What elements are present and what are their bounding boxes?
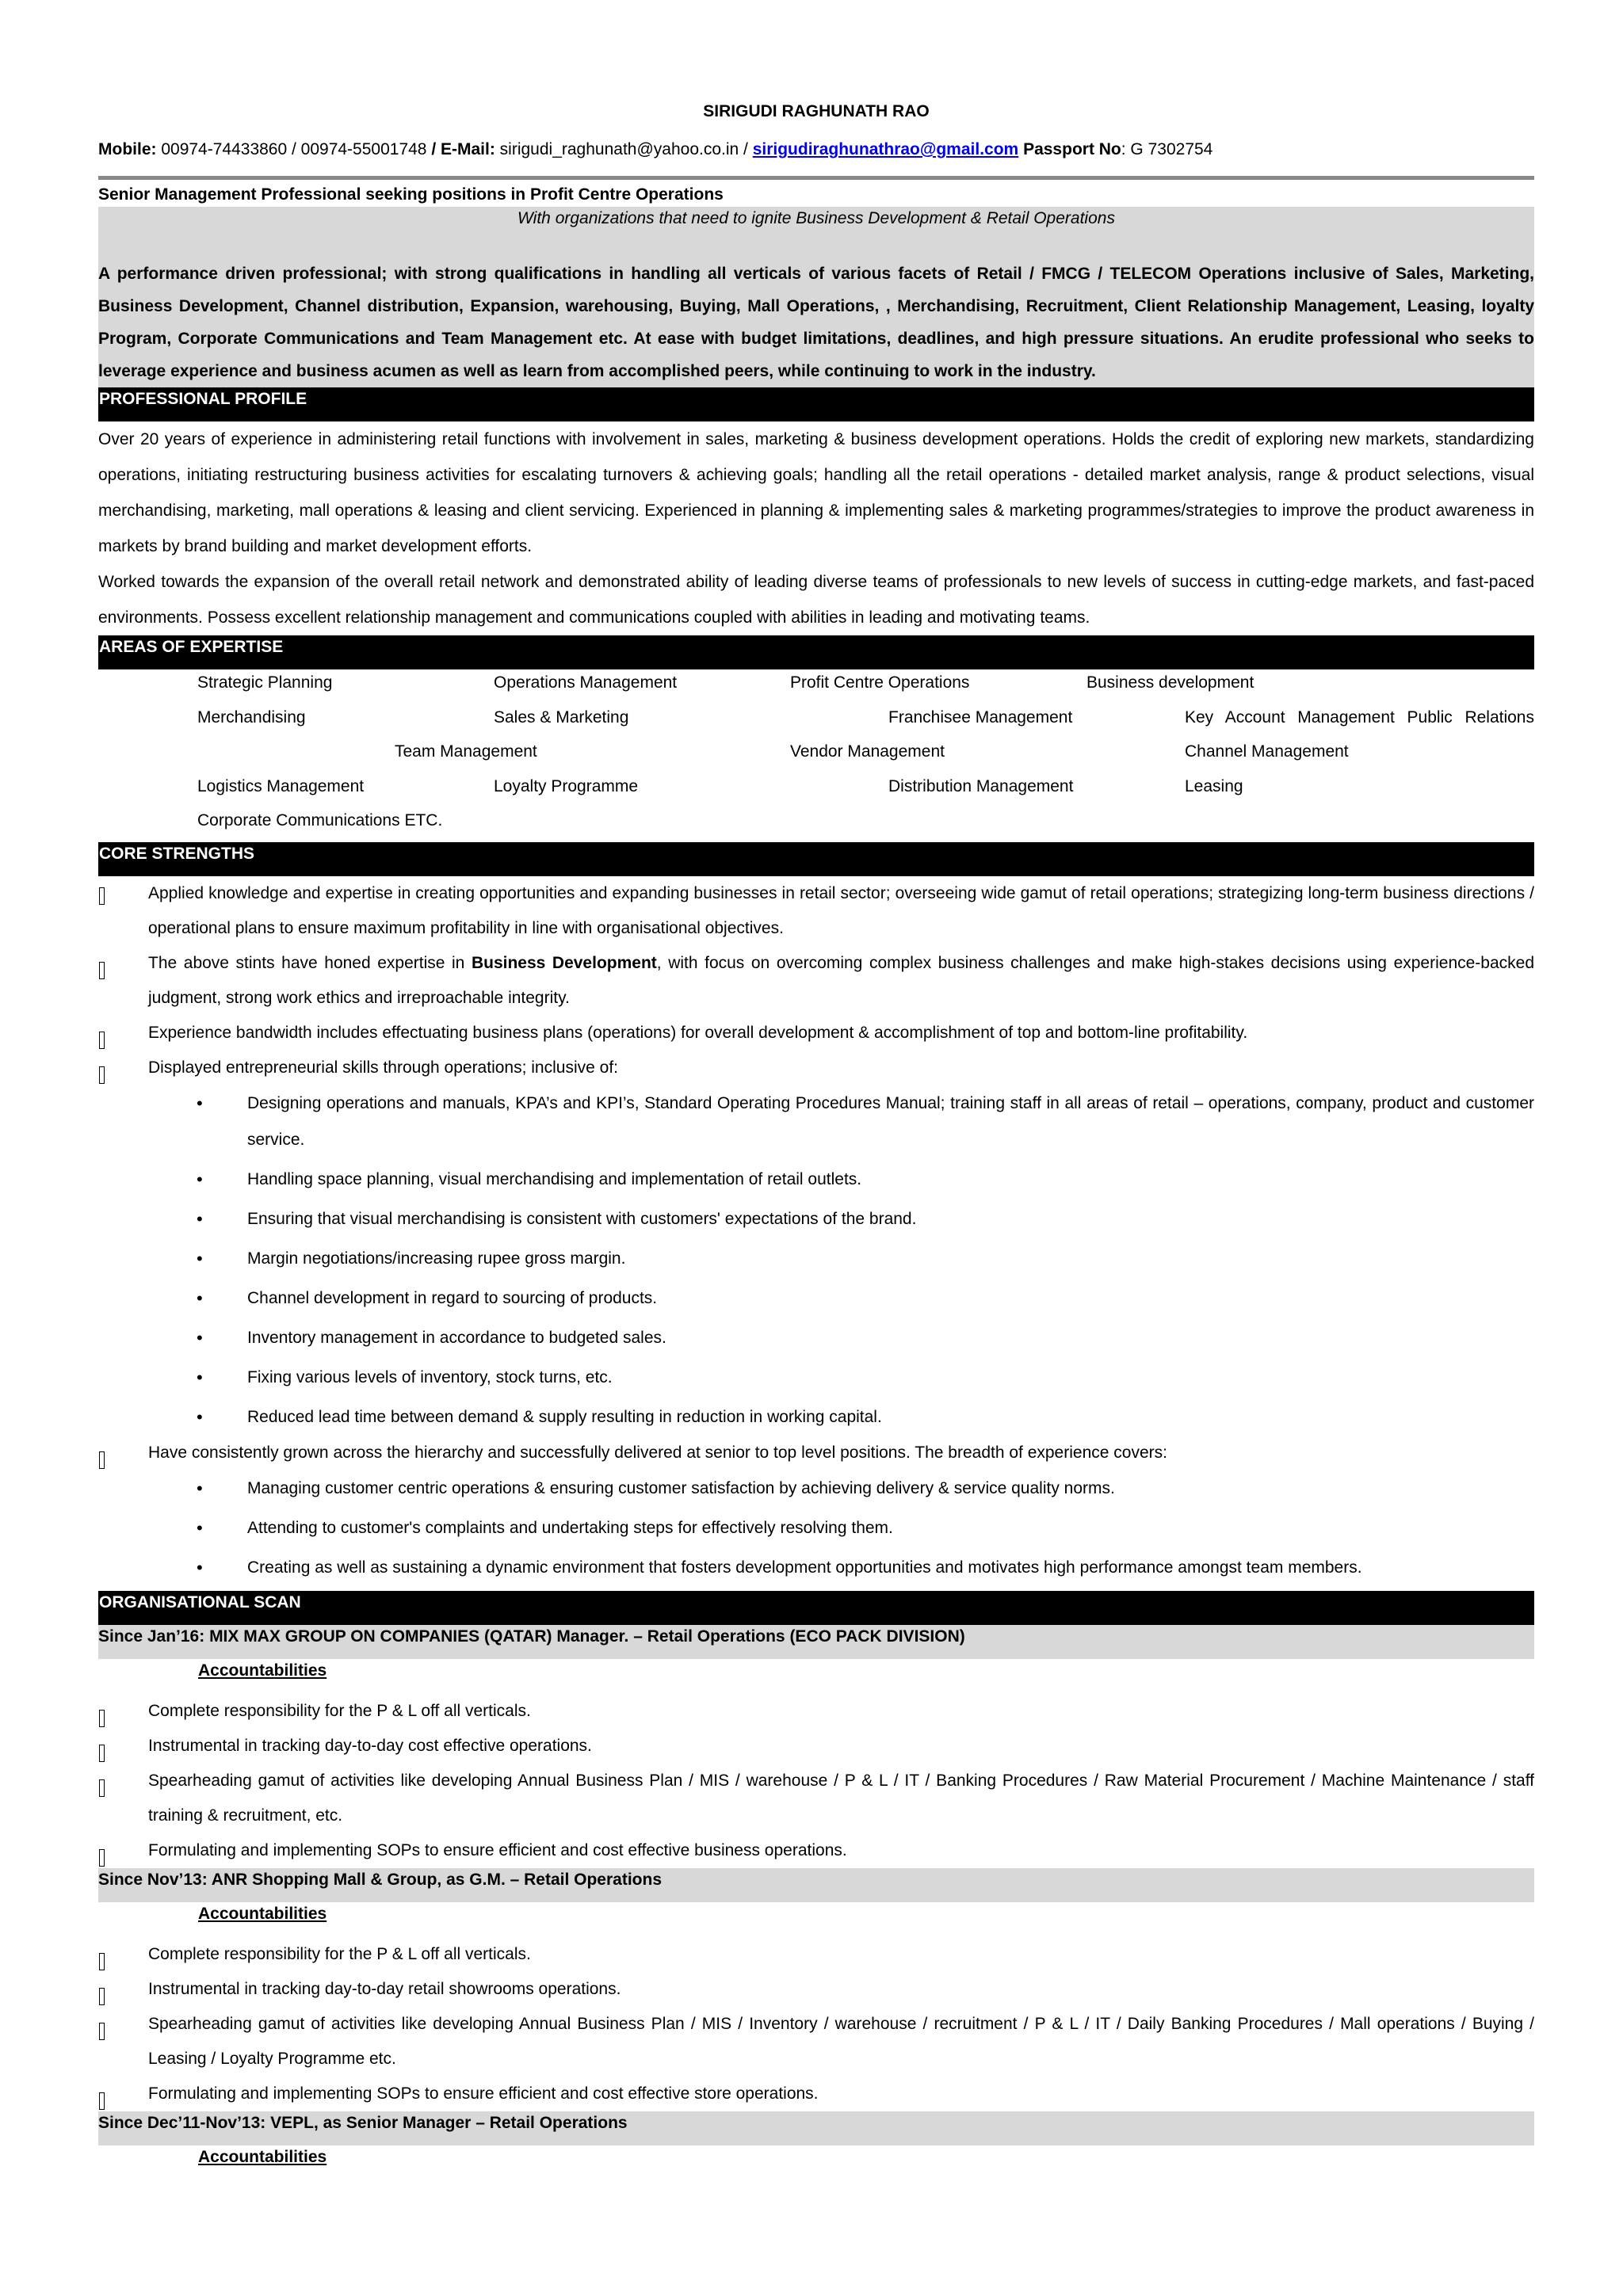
sub-bullet-text: Fixing various levels of inventory, stock turns, etc. <box>247 1367 613 1386</box>
core-strength-text: Displayed entrepreneurial skills through operations; inclusive of: <box>148 1058 618 1077</box>
bullet-box-icon <box>99 1849 105 1867</box>
expertise-item: Operations Management <box>494 673 678 692</box>
mobile-numbers: 00974-74433860 / 00974-55001748 <box>156 140 432 158</box>
passport-number: : G 7302754 <box>1121 140 1213 158</box>
sub-bullet-text: Managing customer centric operations & ensuring customer satisfaction by achieving delivery & service quality norms. <box>247 1478 1115 1497</box>
bullet-dot-icon: • <box>197 1557 203 1577</box>
core-strength-text-a: The above stints have honed expertise in <box>148 953 472 972</box>
core-strength-item <box>98 1016 1534 1051</box>
bullet-box-icon <box>99 1032 105 1049</box>
bullet-dot-icon: • <box>197 1478 203 1498</box>
job-duty-item <box>98 1972 1534 2007</box>
bullet-box-icon <box>99 1451 105 1469</box>
bullet-dot-icon: • <box>197 1169 203 1189</box>
core-strength-item <box>98 1051 1534 1085</box>
job-duty-text: Complete responsibility for the P & L off all verticals. <box>148 1701 531 1720</box>
job-duty-item <box>98 1694 1534 1729</box>
sub-bullet-item <box>98 1320 1534 1356</box>
expertise-item: Logistics Management <box>197 776 365 795</box>
bullet-box-icon <box>99 1953 105 1970</box>
expertise-row <box>98 669 1534 704</box>
sub-bullet-item <box>98 1470 1534 1507</box>
expertise-row <box>98 704 1534 739</box>
job-duty-text: Instrumental in tracking day-to-day cost effective operations. <box>148 1736 592 1755</box>
sub-bullet-item <box>98 1360 1534 1396</box>
core-strength-text: Applied knowledge and expertise in creating opportunities and expanding businesses in retail sector; overseeing wide gamut of retail operations; strategizing long-term business directions / operational plans to ensure maximum profitability in line with organisational objectives. <box>148 883 1534 937</box>
job-duty-text: Formulating and implementing SOPs to ensure efficient and cost effective store operations. <box>148 2084 819 2103</box>
profile-paragraph-2: Worked towards the expansion of the overall retail network and demonstrated ability of leading diverse teams of professionals to new levels of success in cutting-edge markets, and fast-paced environments. Possess excellent relationship management and communications coupled with abilities in leading and motivating teams. <box>98 573 1534 627</box>
sub-bullet-text: Handling space planning, visual merchandising and implementation of retail outlets. <box>247 1169 862 1188</box>
sub-bullet-item <box>98 1280 1534 1317</box>
job-duty-text: Spearheading gamut of activities like developing Annual Business Plan / MIS / Inventory / warehouse / recruitment / P & L / IT / Daily Banking Procedures / Mall operations / Buying / Leasing / Loyalty Programme etc. <box>148 2014 1534 2068</box>
core-strength-text: Experience bandwidth includes effectuating business plans (operations) for overall development & accomplishment of top and bottom-line profitability. <box>148 1023 1248 1042</box>
core-strength-text-c: , with focus on overcoming complex business challenges and make high-stakes decisions using experience-backed judgment, strong work ethics and irreproachable integrity. <box>148 953 1535 1007</box>
section-heading-organisational-scan: ORGANISATIONAL SCAN <box>98 1591 1534 1625</box>
bullet-dot-icon: • <box>197 1093 203 1113</box>
core-strength-item <box>98 946 1534 1016</box>
expertise-item: Channel Management <box>1185 742 1349 761</box>
section-heading-areas-of-expertise: AREAS OF EXPERTISE <box>98 635 1534 669</box>
sub-bullet-item <box>98 1241 1534 1277</box>
email-link[interactable]: sirigudiraghunathrao@gmail.com <box>752 140 1019 158</box>
job-duty-item <box>98 2007 1534 2077</box>
sub-bullet-item <box>98 1161 1534 1198</box>
bullet-dot-icon: • <box>197 1208 203 1229</box>
seeking-title: Senior Management Professional seeking positions in Profit Centre Operations <box>98 185 724 204</box>
sub-bullet-text: Designing operations and manuals, KPA’s and KPI’s, Standard Operating Procedures Manual; training staff in all areas of retail – operations, company, product and customer service. <box>247 1093 1534 1149</box>
sub-bullet-item <box>98 1399 1534 1436</box>
tagline: With organizations that need to ignite Business Development & Retail Operations <box>98 207 1534 242</box>
expertise-item: Loyalty Programme <box>494 776 639 795</box>
bullet-box-icon <box>99 1745 105 1762</box>
sub-bullet-item <box>98 1201 1534 1238</box>
job-duty-item <box>98 1729 1534 1764</box>
sub-bullet-text: Creating as well as sustaining a dynamic environment that fosters development opportunities and motivates high performance amongst team members. <box>247 1558 1362 1577</box>
job-title-anr: Since Nov’13: ANR Shopping Mall & Group, as G.M. – Retail Operations <box>98 1868 1534 1902</box>
expertise-row <box>98 738 1534 773</box>
profile-paragraph-1: Over 20 years of experience in administering retail functions with involvement in sales, marketing & business development operations. Holds the credit of exploring new markets, standardizing operations, initiating restructuring business activities for escalating turnovers & achieving goals; handling all the retail operations - detailed market analysis, range & product selections, visual merchandising, marketing, mall operations & leasing and client servicing. Experienced in planning & implementing sales & marketing programmes/strategies to improve the product awareness in markets by brand building and market development efforts. <box>98 430 1534 555</box>
email-label: / E-Mail: <box>431 140 495 158</box>
expertise-item: Profit Centre Operations <box>790 673 970 692</box>
expertise-item: Strategic Planning <box>197 673 333 692</box>
sub-bullet-item <box>98 1510 1534 1547</box>
job-title-mix-max: Since Jan’16: MIX MAX GROUP ON COMPANIES (QATAR) Manager. – Retail Operations (ECO PACK DIVISION) <box>98 1625 1534 1659</box>
bullet-box-icon <box>99 1779 105 1797</box>
bullet-box-icon <box>99 2092 105 2110</box>
passport-label: Passport No <box>1018 140 1121 158</box>
sub-bullet-text: Margin negotiations/increasing rupee gross margin. <box>247 1249 626 1268</box>
bullet-dot-icon: • <box>197 1406 203 1427</box>
accountabilities-label: Accountabilities <box>198 1661 327 1680</box>
job-duty-text: Instrumental in tracking day-to-day retail showrooms operations. <box>148 1979 621 1998</box>
accountabilities-label: Accountabilities <box>198 2147 327 2166</box>
expertise-item: Corporate Communications ETC. <box>197 811 443 830</box>
core-strength-item <box>98 1436 1534 1470</box>
job-duty-text: Formulating and implementing SOPs to ensure efficient and cost effective business operations. <box>148 1840 847 1859</box>
job-duty-item <box>98 1764 1534 1833</box>
bullet-box-icon <box>99 2023 105 2040</box>
bullet-dot-icon: • <box>197 1248 203 1268</box>
expertise-item: Team Management <box>395 742 537 761</box>
sub-bullet-text: Reduced lead time between demand & supply resulting in reduction in working capital. <box>247 1407 882 1426</box>
core-strength-item <box>98 876 1534 946</box>
sub-bullet-text: Channel development in regard to sourcing of products. <box>247 1288 658 1307</box>
candidate-name: SIRIGUDI RAGHUNATH RAO <box>703 102 930 120</box>
job-duty-item <box>98 2077 1534 2111</box>
bullet-box-icon <box>99 1710 105 1727</box>
sub-bullet-text: Inventory management in accordance to budgeted sales. <box>247 1328 666 1347</box>
expertise-item: Merchandising <box>197 707 306 727</box>
bullet-dot-icon: • <box>197 1367 203 1387</box>
expertise-item: Sales & Marketing <box>494 707 629 727</box>
bullet-box-icon <box>99 962 105 979</box>
core-strength-emphasis: Business Development <box>471 953 657 972</box>
sub-bullet-item <box>98 1550 1534 1586</box>
bullet-box-icon <box>99 887 105 905</box>
job-duty-text: Complete responsibility for the P & L off all verticals. <box>148 1944 531 1963</box>
bullet-dot-icon: • <box>197 1287 203 1308</box>
contact-line <box>98 138 1534 162</box>
expertise-item: Leasing <box>1185 776 1243 795</box>
expertise-row <box>98 807 1534 842</box>
job-duty-item <box>98 1833 1534 1868</box>
bullet-box-icon <box>99 1988 105 2005</box>
sub-bullet-item <box>98 1085 1534 1158</box>
bullet-dot-icon: • <box>197 1327 203 1348</box>
expertise-item: Franchisee Management <box>888 707 1073 727</box>
email-primary: sirigudi_raghunath@yahoo.co.in / <box>495 140 753 158</box>
expertise-item: Key Account Management Public Relations <box>1185 707 1534 727</box>
expertise-item: Vendor Management <box>790 742 945 761</box>
header-divider <box>98 176 1534 180</box>
job-title-vepl: Since Dec’11-Nov’13: VEPL, as Senior Manager – Retail Operations <box>98 2111 1534 2145</box>
job-duty-item <box>98 1937 1534 1972</box>
sub-bullet-text: Ensuring that visual merchandising is consistent with customers' expectations of the brand. <box>247 1209 917 1228</box>
expertise-item: Business development <box>1086 673 1254 692</box>
section-heading-core-strengths: CORE STRENGTHS <box>98 842 1534 876</box>
core-strength-text: Have consistently grown across the hierarchy and successfully delivered at senior to top level positions. The breadth of experience covers: <box>148 1443 1167 1462</box>
expertise-row <box>98 773 1534 808</box>
expertise-item: Distribution Management <box>888 776 1074 795</box>
mobile-label: Mobile: <box>98 140 157 158</box>
bullet-box-icon <box>99 1066 105 1084</box>
accountabilities-label: Accountabilities <box>198 1904 327 1923</box>
section-heading-professional-profile: PROFESSIONAL PROFILE <box>98 387 1534 421</box>
bullet-dot-icon: • <box>197 1517 203 1538</box>
job-duty-text: Spearheading gamut of activities like developing Annual Business Plan / MIS / warehouse / P & L / IT / Banking Procedures / Raw Material Procurement / Machine Maintenance / staff training & recruitment, etc. <box>148 1771 1534 1825</box>
summary-block: A performance driven professional; with strong qualifications in handling all verticals of various facets of Retail / FMCG / TELECOM Operations inclusive of Sales, Marketing, Business Development, Channel distribution, Expansion, warehousing, Buying, Mall Operations, , Merchandising, Recruitment, Client Relationship Management, Leasing, loyalty Program, Corporate Communications and Team Management etc. At ease with budget limitations, deadlines, and high pressure situations. An erudite professional who seeks to leverage experience and business acumen as well as learn from accomplished peers, while continuing to work in the industry. <box>98 242 1534 387</box>
sub-bullet-text: Attending to customer's complaints and undertaking steps for effectively resolving them. <box>247 1518 893 1537</box>
resume-body <box>98 98 1534 2180</box>
